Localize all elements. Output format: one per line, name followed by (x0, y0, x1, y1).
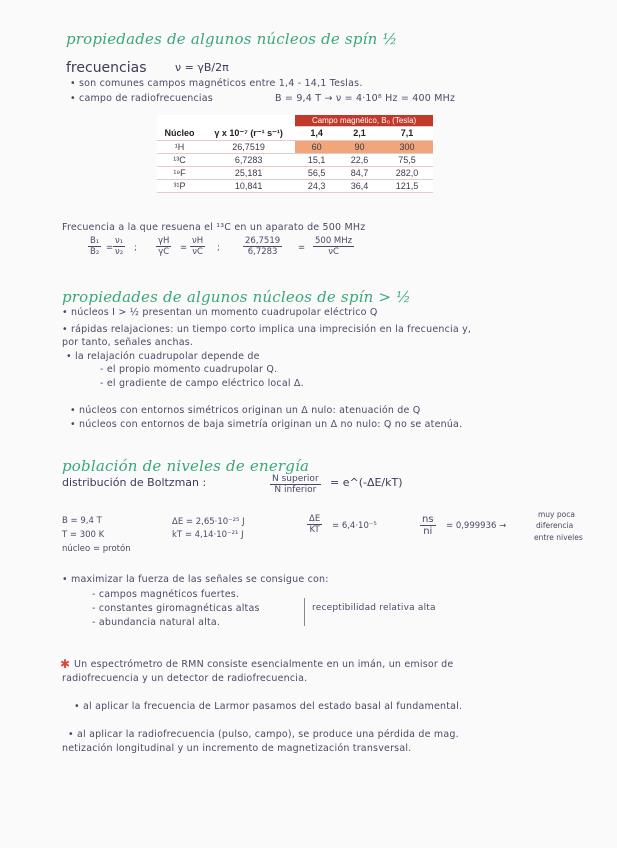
delta-e: ΔE = 2,65·10⁻²⁵ J (172, 517, 245, 527)
section2-title: propiedades de algunos núcleos de spín > ½ (62, 288, 411, 306)
ratio-value: = 6,4·10⁻⁵ (332, 521, 377, 531)
frac-num: γH (158, 236, 170, 246)
s4-line-2: • al aplicar la frecuencia de Larmor pasamos del estado basal al fundamental. (74, 701, 463, 712)
freq-bullet-2: • campo de radiofrecuencias (70, 93, 213, 104)
col-field-2: 2,1 (338, 127, 381, 141)
table-row (157, 153, 433, 166)
s4-line-1a: Un espectrómetro de RMN consiste esencialmente en un imán, un emisor de (74, 659, 454, 670)
fraction-500 (313, 236, 354, 257)
frac-num: B₁ (90, 236, 100, 246)
note-3: entre niveles (534, 533, 583, 542)
frac-den: ν₂ (115, 247, 124, 257)
frac-num: N superior (272, 474, 319, 484)
cell-gamma: 26,7519 (202, 140, 295, 153)
fraction-nu (113, 236, 125, 257)
frac-den: N inferior (274, 485, 317, 495)
cell-value: 56,5 (295, 166, 338, 179)
max-item-2: - constantes giromagnéticas altas (92, 603, 260, 614)
section1-title: propiedades de algunos núcleos de spín ½ (66, 30, 398, 48)
s2-bullet-5: • núcleos con entornos de baja simetría originan un Δ no nulo: Q no se atenúa. (70, 419, 463, 430)
frac-den: 6,7283 (247, 247, 278, 257)
cell-nucleus: ¹³C (157, 153, 202, 166)
max-item-3: - abundancia natural alta. (92, 617, 221, 628)
carbon-line: Frecuencia a la que resuena el ¹³C en un aparato de 500 MHz (62, 222, 366, 233)
ratio-fraction (307, 514, 322, 535)
max-item-1: - campos magnéticos fuertes. (92, 589, 240, 600)
asterisk-icon: ✱ (60, 657, 71, 671)
table-row (157, 166, 433, 179)
fraction-gamma (156, 236, 171, 257)
frac-num: 500 MHz (315, 236, 353, 246)
freq-bullet-1: • son comunes campos magnéticos entre 1,4 - 14,1 Teslas. (70, 78, 363, 89)
freq-formula: ν = γB/2π (175, 61, 229, 74)
frac-num: ν₁ (115, 236, 124, 246)
fraction-b (88, 236, 101, 257)
col-nucleo: Núcleo (157, 127, 202, 141)
param-t: T = 300 K (62, 530, 105, 540)
note-2: diferencia (536, 521, 574, 530)
cell-value: 282,0 (381, 166, 433, 179)
kt-value: kT = 4,14·10⁻²¹ J (172, 530, 244, 540)
field-header: Campo magnético, B₀ (Tesla) (295, 115, 433, 127)
param-nucleus: núcleo = protón (62, 544, 131, 554)
ns-fraction (420, 514, 436, 537)
frac-den: νC (328, 247, 339, 257)
frac-num: 26,7519 (245, 236, 281, 246)
frac-num: νH (192, 236, 204, 246)
ns-value: = 0,999936 → (446, 521, 507, 531)
cell-value: 22,6 (338, 153, 381, 166)
table-row (157, 179, 433, 192)
cell-nucleus: ³¹P (157, 179, 202, 192)
cell-gamma: 6,7283 (202, 153, 295, 166)
cell-value: 84,7 (338, 166, 381, 179)
s4-line-1b: radiofrecuencia y un detector de radiofrecuencia. (62, 673, 308, 684)
cell-value: 121,5 (381, 179, 433, 192)
s4-line-3b: netización longitudinal y un incremento de magnetización transversal. (62, 743, 412, 754)
frac-num: ns (422, 514, 434, 525)
section3-title: población de niveles de energía (62, 457, 310, 475)
boltzmann-heading: distribución de Boltzman : (62, 476, 207, 489)
freq-heading: frecuencias (66, 60, 147, 76)
cell-value: 300 (381, 140, 433, 153)
col-gamma: γ x 10⁻⁷ (r⁻¹ s⁻¹) (202, 127, 295, 141)
table-row (157, 140, 433, 153)
s4-line-3a: • al aplicar la radiofrecuencia (pulso, campo), se produce una pérdida de mag. (68, 729, 459, 740)
cell-value: 60 (295, 140, 338, 153)
param-b: B = 9,4 T (62, 516, 102, 526)
max-heading: • maximizar la fuerza de las señales se consigue con: (62, 574, 329, 585)
cell-value: 90 (338, 140, 381, 153)
s2-bullet-4: • núcleos con entornos simétricos originan un Δ nulo: atenuación de Q (70, 405, 421, 416)
s2-bullet-3: • la relajación cuadrupolar depende de (66, 351, 260, 362)
cell-value: 15,1 (295, 153, 338, 166)
s2-bullet-1: • núcleos I > ½ presentan un momento cuadrupolar eléctrico Q (62, 307, 378, 318)
cell-nucleus: ¹H (157, 140, 202, 153)
cell-gamma: 25,181 (202, 166, 295, 179)
brace-line (304, 598, 305, 626)
frequency-table (157, 115, 433, 193)
fraction-gamma-values (243, 236, 282, 257)
s2-bullet-3b: - el gradiente de campo eléctrico local Δ. (100, 378, 304, 389)
frac-den: KT (309, 525, 320, 535)
cell-value: 75,5 (381, 153, 433, 166)
col-field-3: 7,1 (381, 127, 433, 141)
fraction-nu-h (190, 236, 205, 257)
frac-den: γC (158, 247, 170, 257)
notes-page: propiedades de algunos núcleos de spín ½ frecuencias ν = γB/2π • son comunes campos magnéticos entre 1,4 - 14,1 Teslas. • campo de radiofrecuencias B = 9,4 T → ν = 4·10⁸ Hz = 400 MHz Campo magnético, B₀ (Tesla) Núcleo γ x 10⁻⁷ (r⁻¹ s⁻¹) 1,4 2,1 7,1 ¹H 26,7519 60 90 300 ¹³C 6,7283 15,1 22,6 75,5 ¹⁹F 25,181 56,5 84,7 282,0 ³¹P 10,841 24,3 36,4 121,5 Frecuencia a la que resuena el ¹³C en un aparato de 500 MHz $\frac{\text{B₁}}{\text{B₂}}$ = $\frac{\text{ν₁}}{\text{ν₂}}$ ; $\frac{\gamma H}{\gamma C}$ = $\frac{\nu H}{\nu C}$ ; $\frac{26,7519}{6,7283}$ = 500 MHz νC propiedades de algunos núcleos de spín > ½ • núcleos I > ½ presentan un momento cuadrupolar eléctrico Q • rápidas relajaciones: un tiempo corto implica una imprecisión en la frecuencia y, por tanto, señales anchas. • la relajación cuadrupolar depende de - el propio momento cuadrupolar Q. - el gradiente de campo eléctrico local Δ. • núcleos con entornos simétricos originan un Δ nulo: atenuación de Q • núcleos con entornos de baja simetría originan un Δ no nulo: Q no se atenúa. población de niveles de energía distribución de Boltzman : N superior N inferior = e^(-ΔE/kT) B = 9,4 T T = 300 K núcleo = protón ΔE = 2,65·10⁻²⁵ J kT = 4,14·10⁻²¹ J $\frac{\Delta E}{KT}$ = 6,4·10⁻⁵ $\frac{ns}{ni}$ = 0,999936 → muy poca diferencia entre niveles • maximizar la fuerza de las señales se consigue con: - campos magnéticos fuertes. - constantes giromagnéticas altas - abundancia natural alta. receptibilidad relativa alta ✱ Un espectrómetro de RMN consiste esencialmente en un imán, un emisor de radiofrecuencia y un detector de radiofrecuencia. • al aplicar la frecuencia de Larmor pasamos del estado basal al fundamental. • al aplicar la radiofrecuencia (pulso, campo), se produce una pérdida de mag. netización longitudinal y un incremento de magnetización transversal. (60, 30, 583, 754)
receptibility-note: receptibilidad relativa alta (312, 603, 436, 613)
frac-den: B₂ (90, 247, 100, 257)
boltzmann-fraction (270, 474, 321, 495)
col-field-1: 1,4 (295, 127, 338, 141)
s2-bullet-2a: • rápidas relajaciones: un tiempo corto implica una imprecisión en la frecuencia y, (62, 324, 472, 335)
cell-gamma: 10,841 (202, 179, 295, 192)
boltzmann-exp: = e^(-ΔE/kT) (330, 476, 403, 489)
cell-nucleus: ¹⁹F (157, 166, 202, 179)
frac-den: νC (192, 247, 203, 257)
s2-bullet-2b: por tanto, señales anchas. (62, 337, 194, 348)
s2-bullet-3a: - el propio momento cuadrupolar Q. (100, 364, 278, 375)
freq-bullet-2-formula: B = 9,4 T → ν = 4·10⁸ Hz = 400 MHz (275, 93, 456, 104)
frac-den: ni (423, 526, 433, 537)
cell-value: 36,4 (338, 179, 381, 192)
note-1: muy poca (538, 510, 575, 519)
cell-value: 24,3 (295, 179, 338, 192)
frac-num: ΔE (309, 514, 321, 524)
